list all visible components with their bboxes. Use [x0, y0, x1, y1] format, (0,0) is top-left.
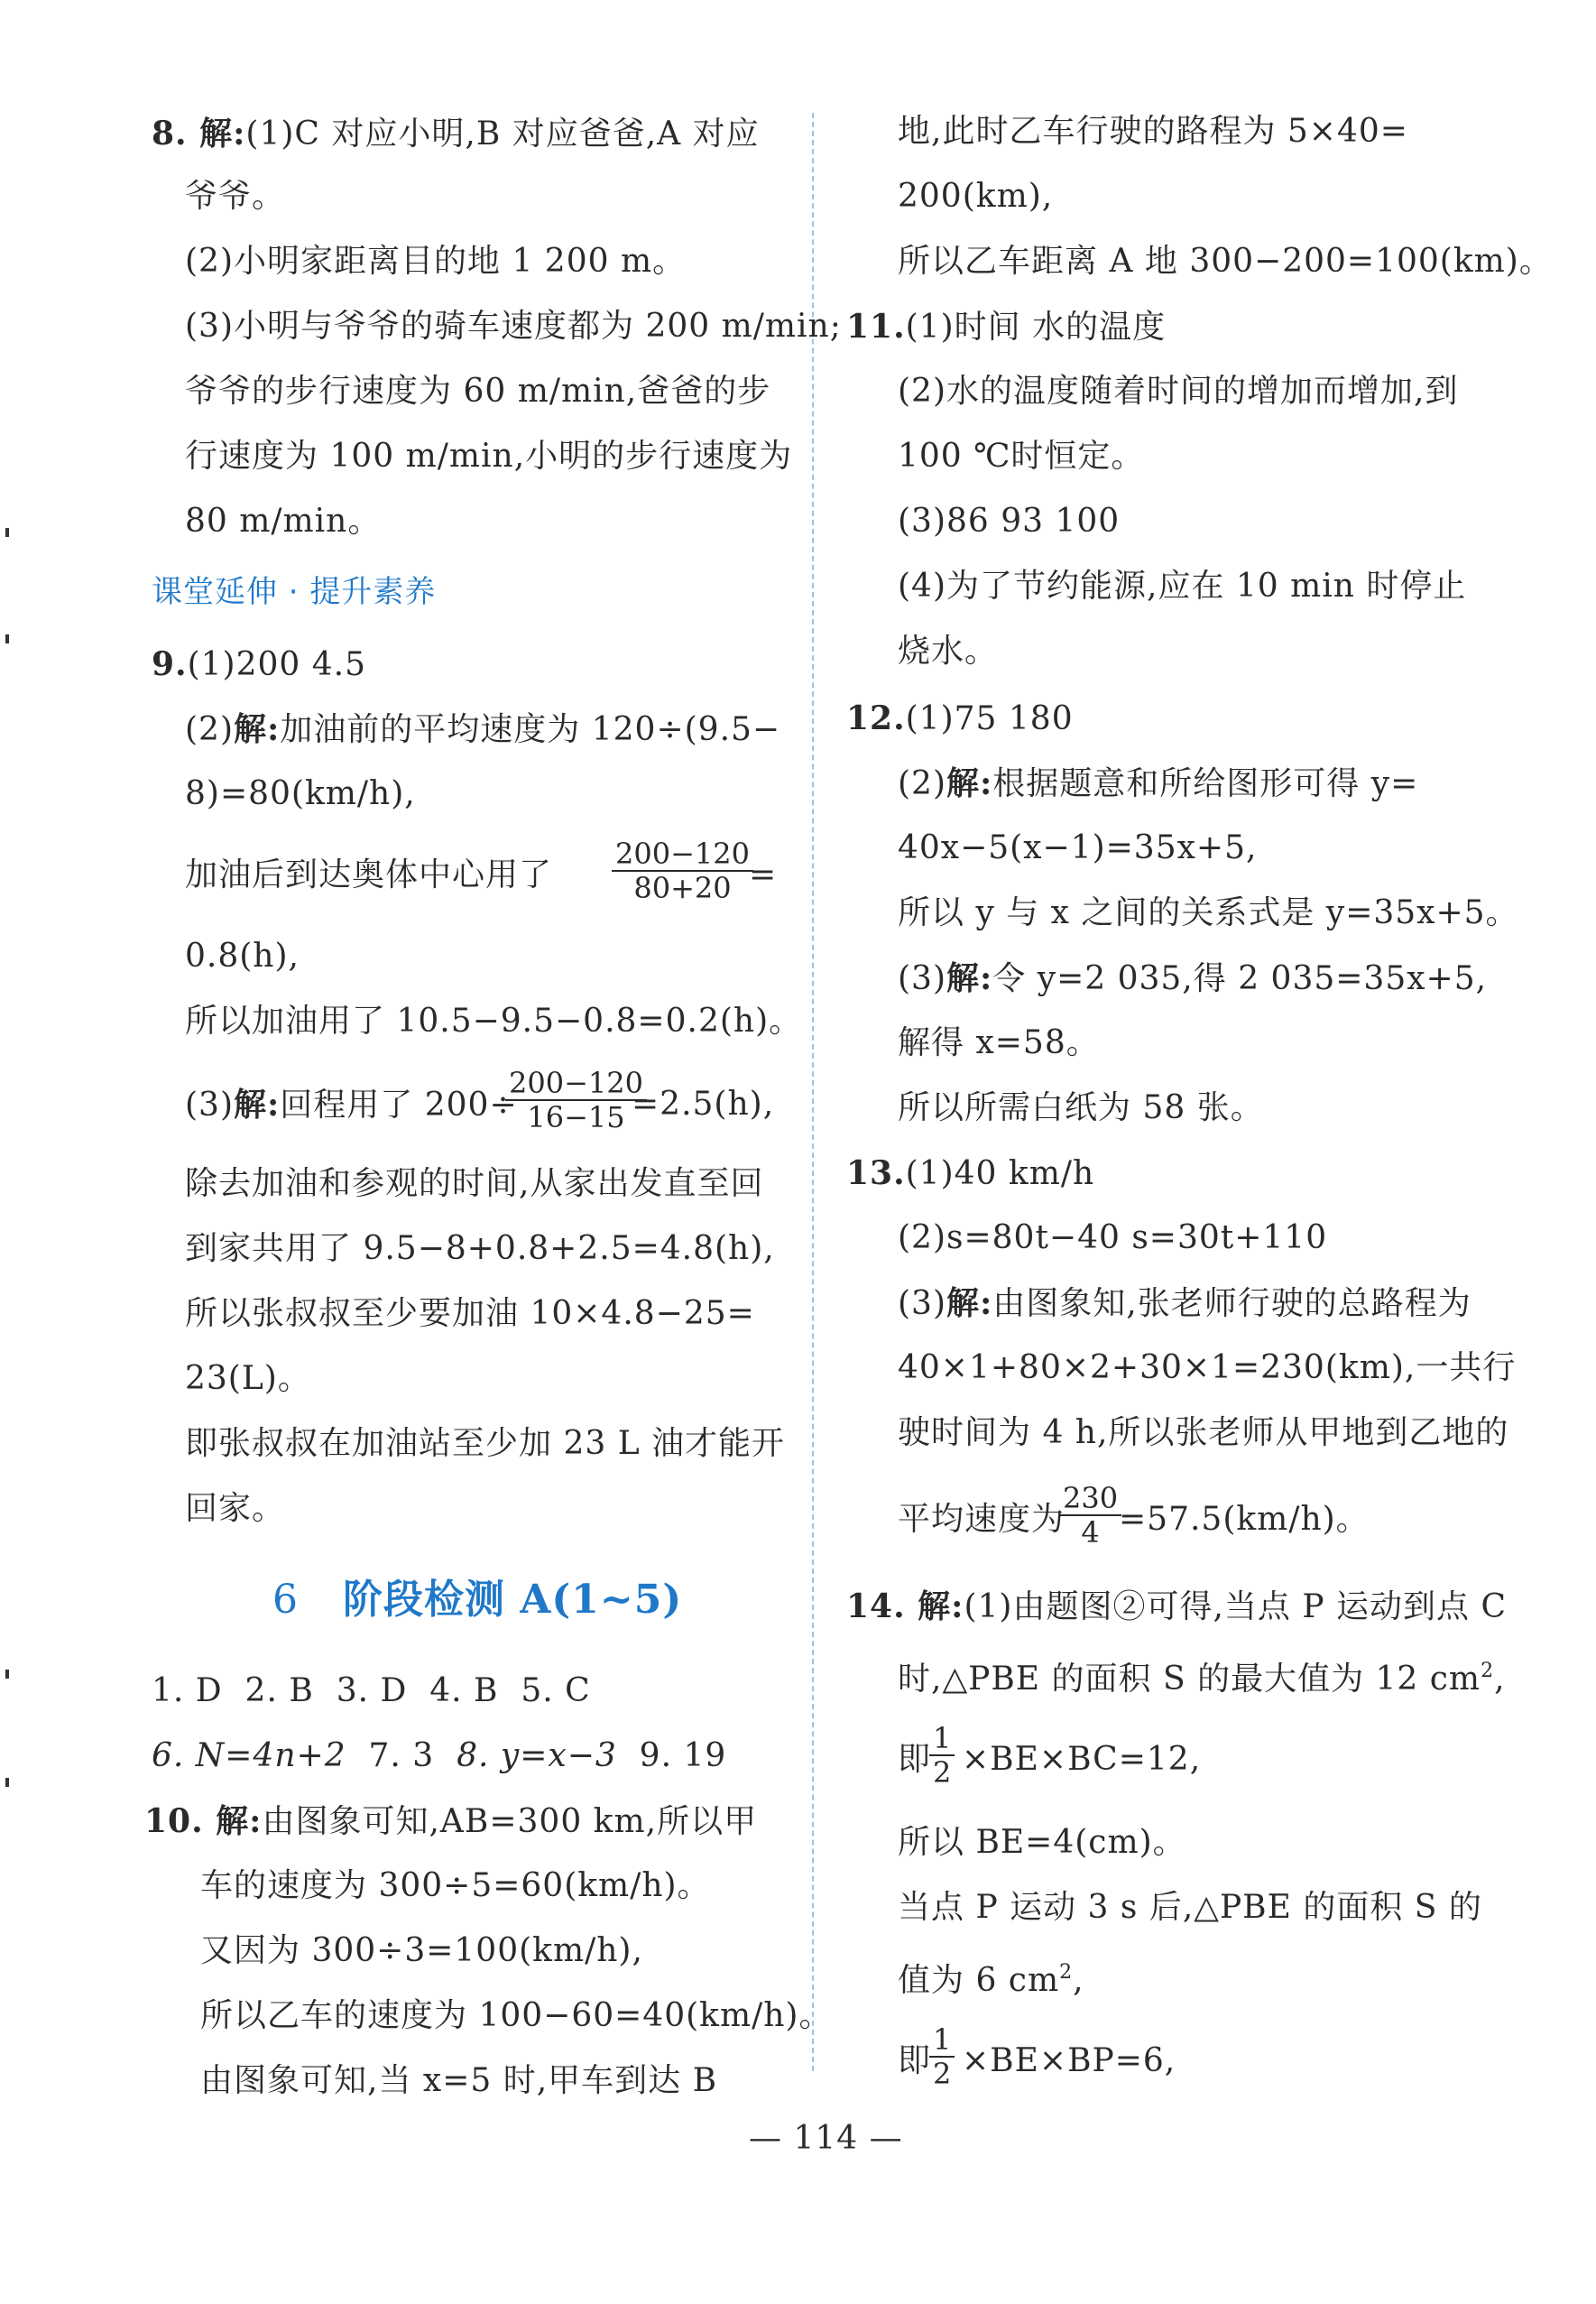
- q10-line-1: 10. 解:由图象可知,AB=300 km,所以甲: [144, 1802, 758, 1840]
- q14-line-2: 时,△PBE 的面积 S 的最大值为 12 $cm^2$,: [898, 1660, 1506, 1698]
- q14-eq-1: ×BE×BC=12,: [962, 1741, 1202, 1778]
- q9-line-6: 所以加油用了 10.5−9.5−0.8=0.2(h)。: [185, 1003, 803, 1040]
- q10-line-5: 由图象可知,当 x=5 时,甲车到达 B: [200, 2062, 718, 2099]
- q12-line-5: (3)解:令 y=2 035,得 2 035=35x+5,: [898, 959, 1488, 997]
- q13-line-3: (3)解:由图象知,张老师行驶的总路程为: [898, 1284, 1471, 1322]
- answers-row-2: 6. N=4n+2 7. 3 8. y=x−3 9. 19: [152, 1737, 727, 1774]
- stage-title: 6 阶段检测 A(1~5): [272, 1577, 683, 1623]
- q13-line-4: 40×1+80×2+30×1=230(km),一共行: [898, 1349, 1517, 1386]
- q10-cont-3: 所以乙车距离 A 地 300−200=100(km)。: [898, 243, 1553, 280]
- answers-row-1: 1. D 2. B 3. D 4. B 5. C: [152, 1672, 591, 1709]
- q11-line-6: 烧水。: [898, 633, 999, 670]
- section-heading: 课堂延伸 · 提升素养: [152, 574, 437, 610]
- q13-eq: =57.5(km/h)。: [1119, 1501, 1370, 1538]
- q11-line-4: (3)86 93 100: [898, 503, 1121, 540]
- q12-line-1: 12.(1)75 180: [846, 699, 1074, 737]
- margin-mark: [5, 528, 9, 537]
- q10-line-3: 又因为 300÷3=100(km/h),: [200, 1932, 643, 1969]
- q8-line-6: 行速度为 100 m/min,小明的步行速度为: [185, 438, 793, 475]
- q14-line-7: 即: [898, 2042, 932, 2079]
- q8-line-2: 爷爷。: [185, 178, 286, 215]
- margin-mark: [5, 1670, 9, 1679]
- q9-line-13: 回家。: [185, 1490, 286, 1527]
- margin-mark: [5, 1778, 9, 1787]
- q9-line-1: 9.(1)200 4.5: [152, 645, 366, 683]
- q8-line-7: 80 m/min。: [185, 503, 382, 540]
- q9-line-8: 除去加油和参观的时间,从家出发直至回: [185, 1165, 764, 1202]
- q8-line-1: 8. 解:(1)C 对应小明,B 对应爸爸,A 对应: [152, 115, 760, 153]
- q8-line-3: (2)小明家距离目的地 1 200 m。: [185, 243, 687, 280]
- q13-line-6: 平均速度为: [898, 1501, 1066, 1538]
- q9-eq-2: =2.5(h),: [632, 1086, 775, 1123]
- fraction-half-2: $\frac{1}{2}$: [929, 2023, 955, 2090]
- q11-line-2: (2)水的温度随着时间的增加而增加,到: [898, 373, 1459, 410]
- q11-line-1: 11.(1)时间 水的温度: [846, 308, 1167, 346]
- fraction-1: $\frac{200-120}{80+20}$: [612, 837, 753, 904]
- q14-line-6: 值为 6 $cm^2$,: [898, 1961, 1084, 1999]
- fraction-2: $\frac{200-120}{16-15}$: [505, 1067, 647, 1133]
- q9-line-9: 到家共用了 9.5−8+0.8+2.5=4.8(h),: [185, 1230, 775, 1267]
- q14-line-3: 即: [898, 1741, 932, 1778]
- fraction-3: $\frac{230}{4}$: [1059, 1482, 1121, 1549]
- q9-line-10: 所以张叔叔至少要加油 10×4.8−25=: [185, 1295, 755, 1332]
- q10-cont-2: 200(km),: [898, 178, 1054, 215]
- q14-line-5: 当点 P 运动 3 s 后,△PBE 的面积 S 的: [898, 1889, 1482, 1926]
- q13-line-1: 13.(1)40 km/h: [846, 1154, 1095, 1192]
- q8-line-4: (3)小明与爷爷的骑车速度都为 200 m/min;: [185, 308, 842, 345]
- q9-line-11: 23(L)。: [185, 1360, 311, 1397]
- q9-line-4: 加油后到达奥体中心用了: [185, 856, 553, 893]
- q12-line-3: 40x−5(x−1)=35x+5,: [898, 829, 1258, 866]
- q9-line-12: 即张叔叔在加油站至少加 23 L 油才能开: [185, 1425, 786, 1462]
- q14-eq-2: ×BE×BP=6,: [962, 2042, 1176, 2079]
- margin-mark: [5, 634, 9, 643]
- q10-line-2: 车的速度为 300÷5=60(km/h)。: [200, 1867, 711, 1904]
- page-number: — 114 —: [749, 2120, 903, 2157]
- q8-line-5: 爷爷的步行速度为 60 m/min,爸爸的步: [185, 373, 771, 410]
- q10-line-4: 所以乙车的速度为 100−60=40(km/h)。: [200, 1997, 833, 2034]
- q14-line-4: 所以 BE=4(cm)。: [898, 1824, 1186, 1861]
- q13-line-5: 驶时间为 4 h,所以张老师从甲地到乙地的: [898, 1414, 1509, 1451]
- q10-cont-1: 地,此时乙车行驶的路程为 5×40=: [898, 113, 1408, 150]
- q12-line-6: 解得 x=58。: [898, 1024, 1100, 1061]
- q9-line-3: 8)=80(km/h),: [185, 775, 416, 812]
- q14-line-1: 14. 解:(1)由题图②可得,当点 P 运动到点 C: [846, 1587, 1508, 1625]
- q9-line-5: 0.8(h),: [185, 938, 300, 975]
- q12-line-2: (2)解:根据题意和所给图形可得 y=: [898, 764, 1419, 802]
- q13-line-2: (2)s=80t−40 s=30t+110: [898, 1219, 1328, 1256]
- q12-line-4: 所以 y 与 x 之间的关系式是 y=35x+5。: [898, 894, 1519, 931]
- column-divider: [812, 113, 814, 2071]
- q9-line-2: (2)解:加油前的平均速度为 120÷(9.5−: [185, 710, 781, 748]
- q9-eq-1: =: [749, 856, 778, 893]
- q12-line-7: 所以所需白纸为 58 张。: [898, 1089, 1264, 1126]
- q11-line-3: 100 ℃时恒定。: [898, 438, 1145, 475]
- fraction-half-1: $\frac{1}{2}$: [929, 1722, 955, 1789]
- q9-line-7: (3)解:回程用了 200÷: [185, 1086, 518, 1124]
- q11-line-5: (4)为了节约能源,应在 10 min 时停止: [898, 568, 1467, 605]
